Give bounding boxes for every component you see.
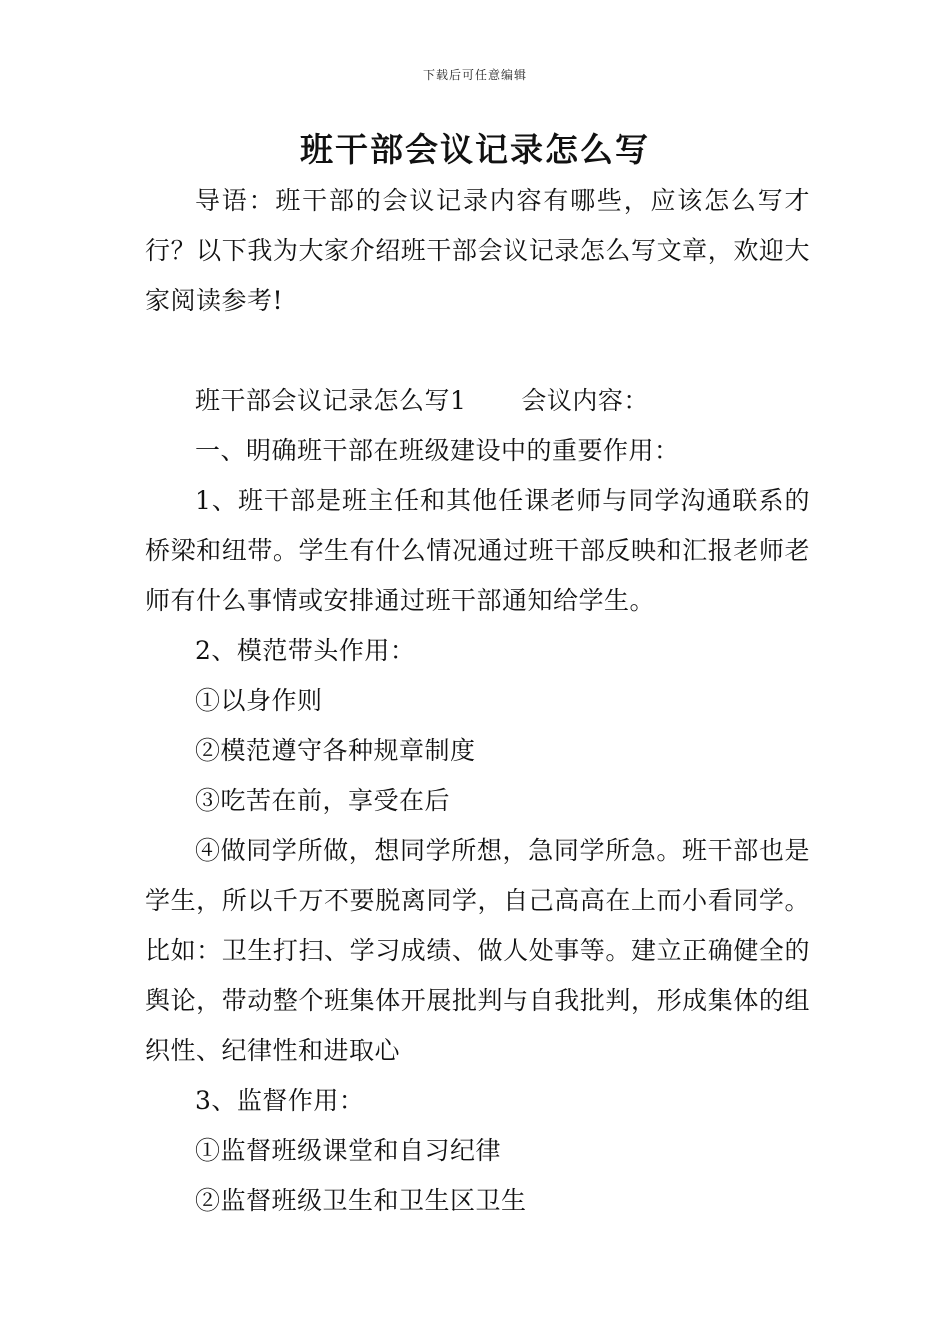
paragraph-2: 1、班干部是班主任和其他任课老师与同学沟通联系的桥梁和纽带。学生有什么情况通过班干部反映和汇报老师老师有什么事情或安排通过班干部通知给学生。: [145, 486, 810, 615]
paragraph-9: ①监督班级课堂和自习纪律: [195, 1136, 502, 1165]
paragraph-6: ③吃苦在前，享受在后: [195, 786, 451, 815]
paragraph-10: ②监督班级卫生和卫生区卫生: [195, 1186, 527, 1215]
header-note: 下载后可任意编辑: [422, 68, 527, 82]
section-label: 会议内容：: [521, 386, 649, 415]
section-heading: 班干部会议记录怎么写1: [195, 386, 467, 415]
document-body: [145, 176, 810, 1226]
paragraph-4: ①以身作则: [195, 686, 323, 715]
paragraph-7: ④做同学所做，想同学所想，急同学所急。班干部也是学生，所以千万不要脱离同学，自己高高在上而小看同学。比如：卫生打扫、学习成绩、做人处事等。建立正确健全的舆论，带动整个班集体开展批判与自我批判，形成集体的组织性、纪律性和进取心: [145, 836, 810, 1065]
paragraph-3: 2、模范带头作用：: [195, 636, 416, 665]
section-heading-line: [145, 376, 810, 426]
paragraph-5: ②模范遵守各种规章制度: [195, 736, 476, 765]
paragraph-1: 一、明确班干部在班级建设中的重要作用：: [195, 436, 680, 465]
blank-line: [145, 326, 810, 376]
paragraph-8: 3、监督作用：: [195, 1086, 365, 1115]
intro-paragraph: 导语：班干部的会议记录内容有哪些，应该怎么写才行？以下我为大家介绍班干部会议记录怎么写文章，欢迎大家阅读参考!: [145, 186, 810, 315]
document-title: 班干部会议记录怎么写: [300, 130, 650, 169]
